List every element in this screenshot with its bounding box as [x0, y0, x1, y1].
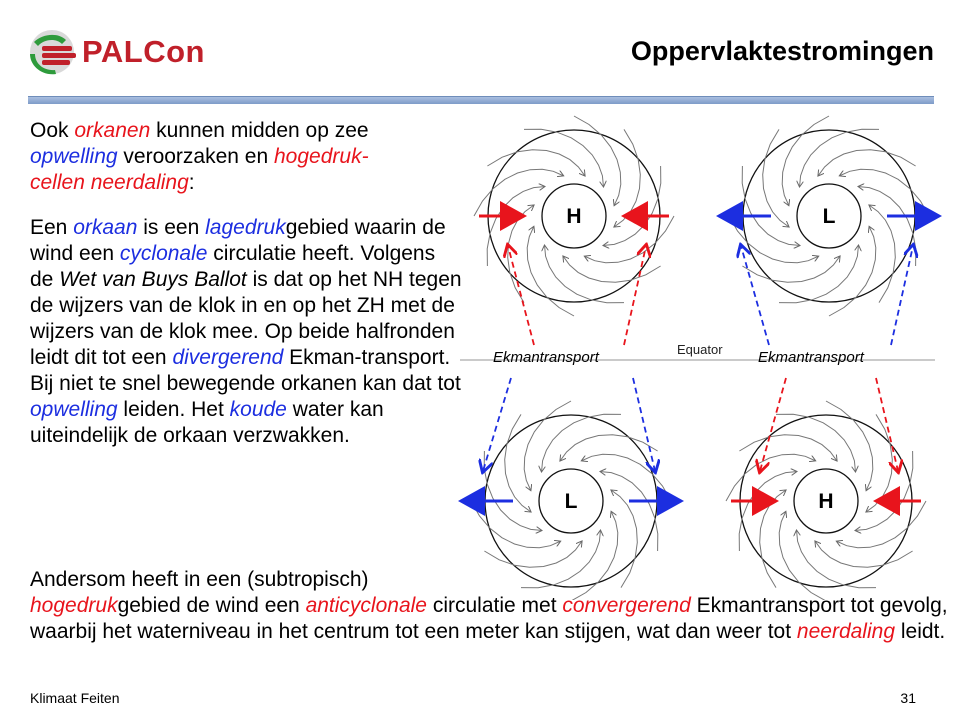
wind-arrow — [542, 414, 621, 471]
wind-arrow — [739, 472, 796, 551]
ekman-label-right: Ekmantransport — [758, 349, 864, 366]
cell-label: L — [564, 490, 578, 513]
wind-arrow — [760, 491, 786, 588]
wind-arrow — [763, 129, 789, 226]
hurricane-paragraph: Een orkaan is een lagedrukgebied waarin de wind een cyclonale circulatie heeft. Volgens de Wet van Buys Ballot is dat op het NH tegen de wijzers van de klok in en op het ZH met de wijzers van de klok mee. Op beide halfronden leidt dit tot een divergerend Ekman-transport. Bij niet te snel bewegende orkanen kan dat tot opwelling leiden. Het koude water kan uiteindelijk de orkaan verzwakken. — [30, 216, 462, 447]
wind-arrow — [505, 414, 531, 511]
cell-label: H — [818, 490, 834, 513]
wind-arrow — [487, 150, 584, 176]
pressure-cell-3 — [461, 378, 681, 600]
cell-label: L — [822, 205, 836, 228]
wind-arrow — [487, 187, 544, 266]
pressure-cell-2 — [719, 116, 939, 345]
page-title: Oppervlaktestromingen — [630, 36, 934, 66]
wind-arrow — [521, 531, 600, 588]
wind-arrow — [816, 542, 913, 568]
wind-arrow — [508, 206, 534, 303]
cell-label: H — [566, 205, 582, 228]
intro-paragraph: Ook orkanen kunnen midden op zee opwelling veroorzaken en hogedruk- cellen neerdaling: — [30, 119, 369, 194]
equator-label: Equator — [677, 342, 723, 357]
wind-arrow — [797, 531, 876, 588]
wind-arrow — [870, 206, 896, 303]
ekman-diagram — [450, 110, 950, 600]
wind-arrow — [484, 542, 581, 568]
wind-arrow — [742, 257, 839, 283]
ekman-arrow — [508, 246, 534, 345]
wind-arrow — [604, 166, 661, 245]
wind-arrow — [615, 129, 641, 226]
wind-arrow — [564, 257, 661, 283]
wind-arrow — [561, 435, 658, 461]
ekman-arrow — [624, 246, 646, 345]
wind-arrow — [859, 187, 916, 266]
anticyclone-paragraph: Andersom heeft in een (subtropisch) hogedrukgebied de wind een anticyclonale circulatie met convergerend Ekmantransport tot gevolg, waarbij het waterniveau in het centrum tot een meter kan stijgen, wat dan weer tot neerdaling leidt. — [30, 568, 948, 643]
wind-arrow — [742, 166, 799, 245]
wind-arrow — [612, 491, 638, 588]
ekman-arrow — [633, 378, 655, 471]
wind-arrow — [601, 472, 658, 551]
wind-arrow — [856, 451, 913, 530]
wind-arrow — [739, 435, 836, 461]
ekman-label-left: Ekmantransport — [493, 349, 599, 366]
wind-arrow — [545, 246, 624, 303]
footer-source: Klimaat Feiten — [30, 690, 120, 706]
wind-arrow — [776, 414, 855, 471]
logo-text: PALCon — [82, 34, 205, 69]
wind-arrow — [800, 129, 879, 186]
pressure-cell-4 — [726, 378, 926, 600]
title-divider — [28, 96, 934, 104]
wind-arrow — [779, 246, 858, 303]
wind-arrow — [819, 150, 916, 176]
ekman-arrow — [876, 378, 898, 471]
wind-arrow — [484, 451, 541, 530]
page-number: 31 — [900, 690, 916, 706]
pressure-cell-1 — [474, 116, 674, 345]
wind-arrow — [524, 129, 603, 186]
